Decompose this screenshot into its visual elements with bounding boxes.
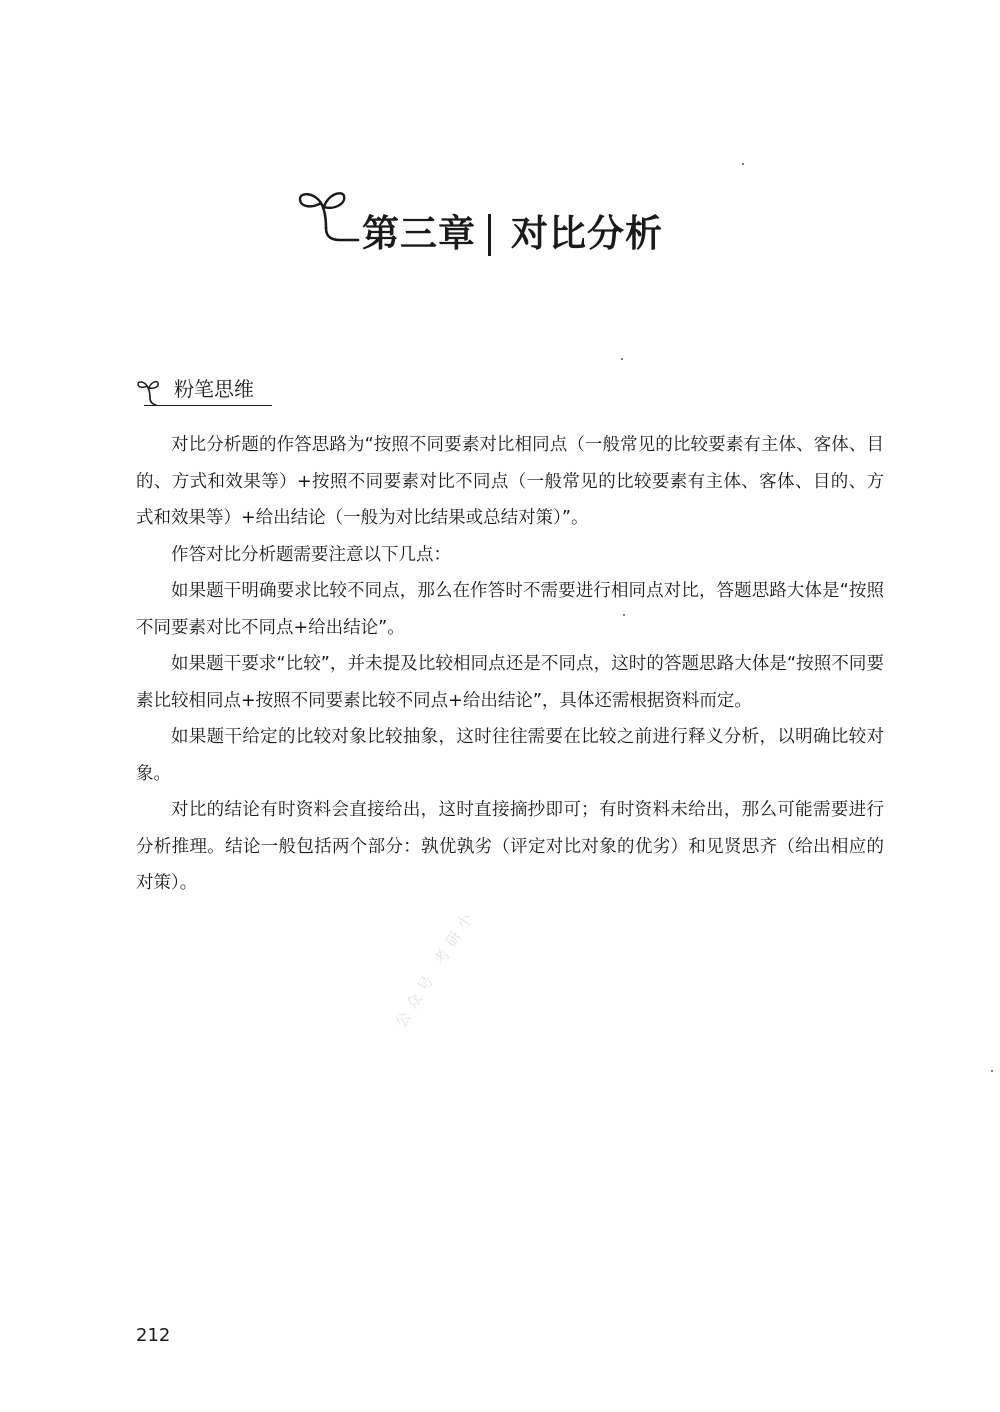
- paragraph: 如果题干给定的比较对象比较抽象，这时往往需要在比较之前进行释义分析，以明确比较对象。: [136, 727, 884, 784]
- chapter-subtitle: 对比分析: [511, 212, 663, 255]
- scan-speck: [623, 614, 625, 616]
- chapter-title: 第三章: [362, 212, 476, 255]
- section-underline: [144, 405, 272, 406]
- page-number: 212: [136, 1325, 171, 1346]
- paragraph: 对比的结论有时资料会直接给出，这时直接摘抄即可；有时资料未给出，那么可能需要进行分析推理。结论一般包括两个部分：孰优孰劣（评定对比对象的优劣）和见贤思齐（给出相应的对策）。: [136, 800, 884, 893]
- body-text: [136, 427, 884, 902]
- chapter-header: [296, 184, 716, 264]
- paragraph: 如果题干明确要求比较不同点，那么在作答时不需要进行相同点对比，答题思路大体是“按照不同要素对比不同点+给出结论”。: [136, 581, 884, 638]
- chapter-divider: [488, 214, 491, 256]
- paragraph: 如果题干要求“比较”，并未提及比较相同点还是不同点，这时的答题思路大体是“按照不同要素比较相同点+按照不同要素比较不同点+给出结论”，具体还需根据资料而定。: [136, 654, 884, 711]
- watermark: 公众号 考研小: [391, 905, 480, 1031]
- paragraph: 作答对比分析题需要注意以下几点：: [171, 544, 451, 565]
- scan-speck: [621, 358, 623, 360]
- paragraph: 对比分析题的作答思路为“按照不同要素对比相同点（一般常见的比较要素有主体、客体、目的、方式和效果等）+按照不同要素对比不同点（一般常见的比较要素有主体、客体、目的、方式和效果等）+给出结论（一般为对比结果或总结对策）”。: [136, 435, 884, 528]
- scan-speck: [991, 1070, 993, 1072]
- sprout-icon: [136, 378, 170, 408]
- section-title: 粉笔思维: [174, 377, 254, 401]
- section-header: [136, 372, 276, 412]
- sprout-icon: [296, 184, 366, 248]
- scan-speck: [742, 163, 744, 165]
